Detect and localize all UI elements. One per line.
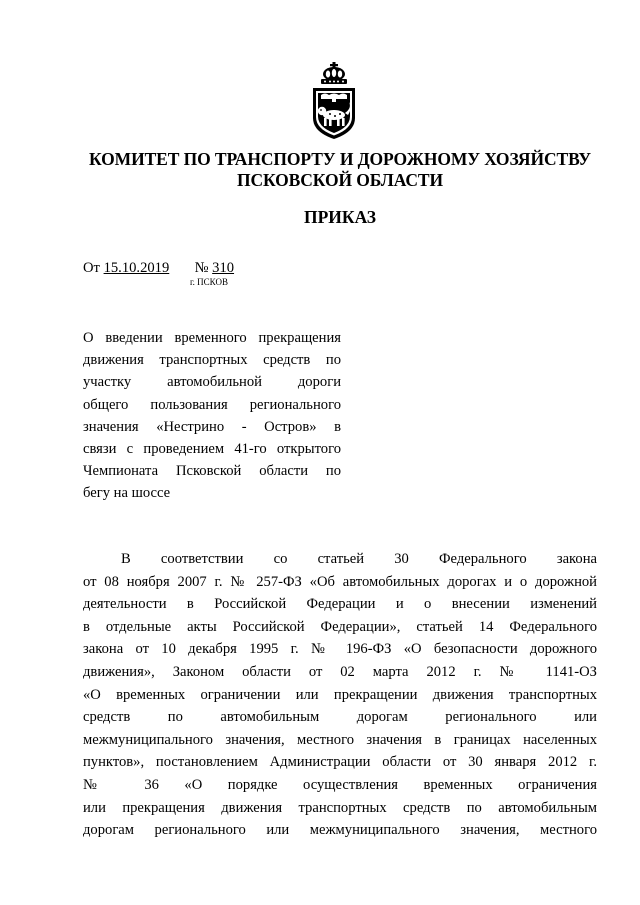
body-line: закона от 10 декабря 1995 г. № 196-ФЗ «О безопасности дорожного	[83, 641, 597, 658]
order-subject	[83, 327, 341, 505]
subject-line: значения «Нестрино - Остров» в	[83, 418, 341, 435]
order-body-paragraph	[83, 548, 597, 842]
body-line: от 08 ноября 2007 г. № 257-ФЗ «Об автомобильных дорогах и о дорожной	[83, 573, 597, 590]
subject-line: бегу на шоссе	[83, 485, 171, 502]
body-line: деятельности в Российской Федерации и о внесении изменений	[83, 596, 597, 613]
subject-line: О введении временного прекращения	[83, 330, 341, 346]
order-date-number	[83, 259, 234, 277]
subject-line: движения транспортных средств по	[83, 352, 341, 369]
body-line: дорогам регионального или межмуниципального значения, местного	[83, 822, 597, 839]
order-date: 15.10.2019	[103, 260, 170, 276]
subject-line: связи с проведением 41-го открытого	[83, 440, 341, 457]
body-line: в отдельные акты Российской Федерации», статьей 14 Федерального	[83, 618, 597, 635]
body-line: средств по автомобильным дорогам регионального или	[83, 709, 597, 726]
subject-line: общего пользования регионального	[83, 396, 341, 413]
body-line: № 36 «О порядке осуществления временных ограничения	[83, 776, 597, 793]
body-line: В соответствии со статьей 30 Федерального закона	[121, 551, 597, 567]
organization-name-line-2: ПСКОВСКОЙ ОБЛАСТИ	[236, 170, 444, 190]
body-line: или прекращения движения транспортных средств по автомобильным	[83, 799, 597, 816]
body-line: движения», Законом области от 02 марта 2012 г. № 1141-ОЗ	[83, 663, 597, 680]
order-city: г. ПСКОВ	[190, 277, 228, 287]
body-line: «О временных ограничении или прекращении движения транспортных	[83, 686, 597, 703]
body-line: межмуниципального значения, местного значения в границах населенных	[83, 731, 597, 748]
subject-line: Чемпионата Псковской области по	[83, 463, 341, 480]
body-line: пунктов», постановлением Администрации области от 30 января 2012 г.	[83, 754, 597, 771]
pskov-coat-of-arms-icon	[308, 62, 360, 140]
organization-name-line-1: КОМИТЕТ ПО ТРАНСПОРТУ И ДОРОЖНОМУ ХОЗЯЙСТВУ	[89, 149, 591, 169]
order-number: 310	[212, 260, 235, 276]
subject-line: участку автомобильной дороги	[83, 374, 341, 391]
document-type-title: ПРИКАЗ	[303, 207, 377, 227]
order-date-prefix: От	[83, 260, 100, 276]
order-number-prefix: №	[194, 260, 209, 276]
